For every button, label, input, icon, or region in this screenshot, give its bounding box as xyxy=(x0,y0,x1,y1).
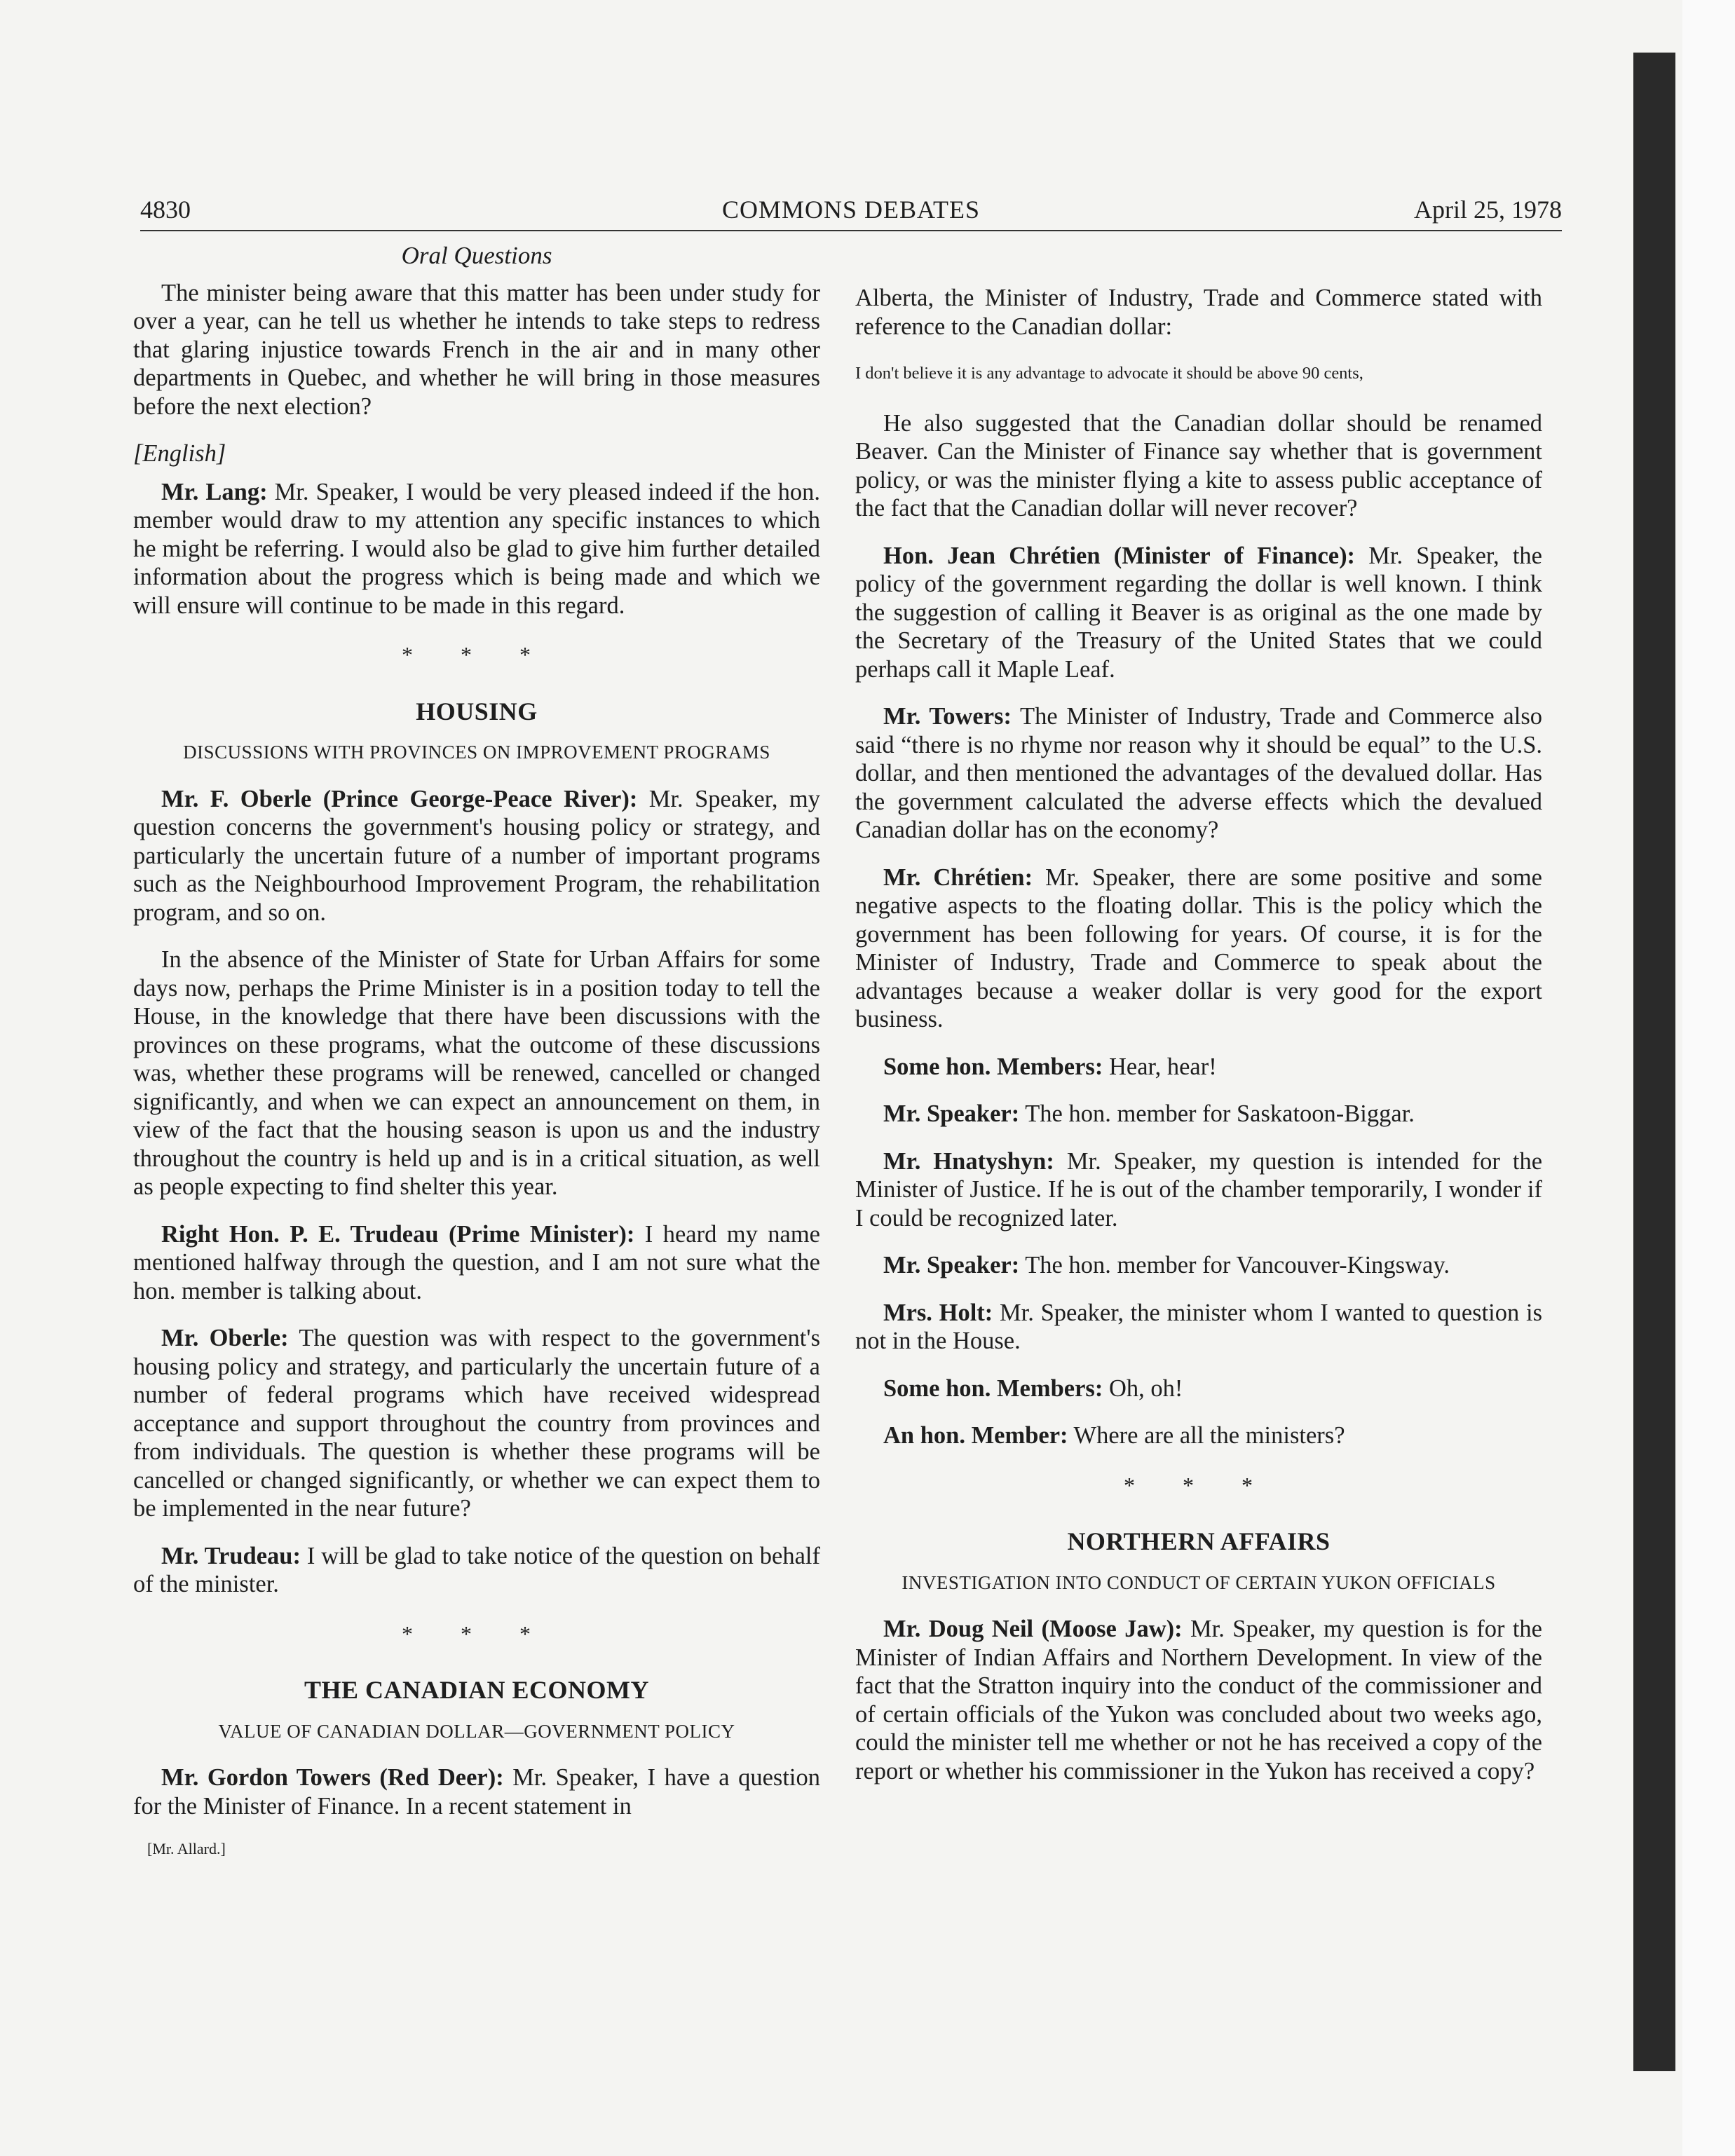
paragraph xyxy=(855,1100,1542,1128)
speaker-name: Mr. Doug Neil (Moose Jaw): xyxy=(883,1616,1183,1642)
paragraph xyxy=(855,1299,1542,1356)
paragraph xyxy=(855,702,1542,845)
speaker-name: Some hon. Members: xyxy=(883,1053,1103,1080)
section-separator: * * * xyxy=(402,1621,552,1646)
speech-text: The hon. member for Saskatoon-Biggar. xyxy=(1019,1100,1415,1127)
speech-text: Mr. Speaker, the policy of the government regarding the dollar is well known. I think the suggestion of calling it Beaver is as original as the one made by the Secretary of the Treasury of the United States that we could perhaps call it Maple Leaf. xyxy=(855,542,1542,683)
speech-text: Where are all the ministers? xyxy=(1068,1422,1345,1449)
paragraph xyxy=(855,1374,1542,1403)
footnote: [Mr. Allard.] xyxy=(147,1840,226,1857)
paragraph xyxy=(855,1251,1542,1280)
section-separator: * * * xyxy=(1124,1472,1274,1498)
scan-margin xyxy=(1682,0,1735,2156)
speaker-name: Mr. Towers: xyxy=(883,703,1012,730)
scan-edge-bar xyxy=(1633,53,1675,2071)
paragraph xyxy=(133,1763,820,1820)
speaker-name: Mr. Trudeau: xyxy=(161,1542,301,1569)
page-header xyxy=(140,195,1562,231)
paragraph: He also suggested that the Canadian dollar should be renamed Beaver. Can the Minister of Finance say whether that is government policy, or was the minister flying a kite to assess public acceptance of the fact that the Canadian dollar will never recover? xyxy=(855,409,1542,521)
paragraph xyxy=(855,1421,1542,1450)
speaker-name: Mr. Speaker: xyxy=(883,1252,1020,1278)
speech-text: Mr. Speaker, I would be very pleased indeed if the hon. member would draw to my attention any specific instances to which he might be referring. I would also be glad to give him further detailed information about the progress which is being made and which we will ensure will continue to be made in this regard. xyxy=(133,478,820,619)
left-column xyxy=(133,242,820,1864)
paragraph xyxy=(133,785,820,927)
paragraph xyxy=(855,1053,1542,1082)
speaker-name: Mr. Speaker: xyxy=(883,1100,1020,1127)
speech-text: Mr. Speaker, there are some positive and some negative aspects to the floating dollar. This is the policy which the government has been following for years. Of course, it is for the Minister of Industry, Trade and Commerce to speak about the advantages because a weaker dollar is very good for the export business. xyxy=(855,864,1542,1032)
speech-text: Mr. Speaker, I have a question for the Minister of Finance. In a recent statement in xyxy=(133,1764,820,1820)
section-separator: * * * xyxy=(402,642,552,667)
page-date: April 25, 1978 xyxy=(1414,196,1562,224)
paragraph: The minister being aware that this matter has been under study for over a year, can he tell us whether he intends to take steps to redress that glaring injustice towards French in the air and in many other departments in Quebec, and whether he will bring in those measures before the next election? xyxy=(133,279,820,420)
speaker-name: Mr. Hnatyshyn: xyxy=(883,1147,1054,1175)
section-heading: HOUSING xyxy=(416,697,538,725)
section-subheading: VALUE OF CANADIAN DOLLAR—GOVERNMENT POLICY xyxy=(218,1720,735,1742)
paragraph: In the absence of the Minister of State for Urban Affairs for some days now, perhaps the Prime Minister is in a position today to tell the House, in the knowledge that there have been discussions with the provinces on these programs, what the outcome of these discussions was, whether these programs will be renewed, cancelled or changed significantly, and when we can expect an announcement on them, in view of the fact that the housing season is upon us and the industry throughout the country is held up and is in a critical situation, as well as people expecting to find shelter this year. xyxy=(133,946,820,1200)
speaker-name: Mr. Oberle: xyxy=(161,1325,289,1351)
paragraph xyxy=(855,864,1542,1034)
quotation: I don't believe it is any advantage to advocate it should be above 90 cents, xyxy=(855,364,1363,383)
speaker-name: Mr. F. Oberle (Prince George-Peace River): xyxy=(161,785,638,812)
speech-text: I will be glad to take notice of the question on behalf of the minister. xyxy=(133,1542,820,1597)
paragraph xyxy=(855,542,1542,684)
paragraph xyxy=(855,1615,1542,1785)
speaker-name: Mrs. Holt: xyxy=(883,1299,993,1326)
section-title: Oral Questions xyxy=(401,242,552,269)
speaker-name: An hon. Member: xyxy=(883,1422,1068,1449)
right-column xyxy=(855,284,1542,1804)
speaker-name: Hon. Jean Chrétien (Minister of Finance): xyxy=(883,542,1356,569)
section-subheading: DISCUSSIONS WITH PROVINCES ON IMPROVEMENT PROGRAMS xyxy=(183,742,770,763)
speaker-name: Some hon. Members: xyxy=(883,1374,1103,1402)
speech-text: Oh, oh! xyxy=(1103,1374,1183,1402)
paragraph xyxy=(133,1542,820,1599)
speaker-name: Right Hon. P. E. Trudeau (Prime Minister): xyxy=(161,1220,635,1248)
speech-text: Mr. Speaker, my question is for the Minister of Indian Affairs and Northern Development. In view of the fact that the Stratton inquiry into the conduct of the commissioner and of certain officials of the Yukon was concluded about two weeks ago, could the minister tell me whether or not he has received a copy of the report or whether his commissioner in the Yukon has received a copy? xyxy=(855,1616,1542,1785)
publication-title: COMMONS DEBATES xyxy=(721,196,981,224)
speech-text: The Minister of Industry, Trade and Commerce also said “there is no rhyme nor reason why it should be equal” to the U.S. dollar, and then mentioned the advantages of the devalued dollar. Has the government calculated the adverse effects which the devalued Canadian dollar has on the economy? xyxy=(855,703,1542,843)
paragraph xyxy=(855,1147,1542,1233)
section-subheading: INVESTIGATION INTO CONDUCT OF CERTAIN YUKON OFFICIALS xyxy=(901,1571,1496,1593)
speech-text: The question was with respect to the government's housing policy and strategy, and particularly the uncertain future of a number of federal programs which have received widespread acceptance and support throughout the country from provinces and from individuals. The question is whether these programs will be cancelled or changed significantly, or whether we can expect them to be implemented in the near future? xyxy=(133,1325,821,1522)
paragraph xyxy=(133,478,820,620)
speech-text: Mr. Speaker, my question concerns the government's housing policy or strategy, and particularly the uncertain future of a number of important programs such as the Neighbourhood Improvement Program, the rehabilitation program, and so on. xyxy=(133,785,820,926)
speech-text: Mr. Speaker, my question is intended for the Minister of Justice. If he is out of the chamber temporarily, I wonder if I could be recognized later. xyxy=(855,1147,1543,1231)
paragraph xyxy=(133,1220,820,1306)
speech-text: The hon. member for Vancouver-Kingsway. xyxy=(1019,1252,1450,1278)
language-marker: [English] xyxy=(133,440,226,467)
section-heading: NORTHERN AFFAIRS xyxy=(1067,1527,1331,1555)
speaker-name: Mr. Gordon Towers (Red Deer): xyxy=(161,1764,504,1791)
speaker-name: Mr. Lang: xyxy=(161,478,268,505)
paragraph xyxy=(133,1324,820,1523)
page-number: 4830 xyxy=(140,196,191,224)
speech-text: Mr. Speaker, the minister whom I wanted to question is not in the House. xyxy=(855,1299,1542,1354)
speech-text: I heard my name mentioned halfway through the question, and I am not sure what the hon. member is talking about. xyxy=(133,1220,820,1304)
paragraph: Alberta, the Minister of Industry, Trade and Commerce stated with reference to the Canadian dollar: xyxy=(855,285,1542,340)
section-heading: THE CANADIAN ECONOMY xyxy=(304,1676,649,1704)
speaker-name: Mr. Chrétien: xyxy=(883,864,1033,891)
speech-text: Hear, hear! xyxy=(1103,1053,1217,1080)
